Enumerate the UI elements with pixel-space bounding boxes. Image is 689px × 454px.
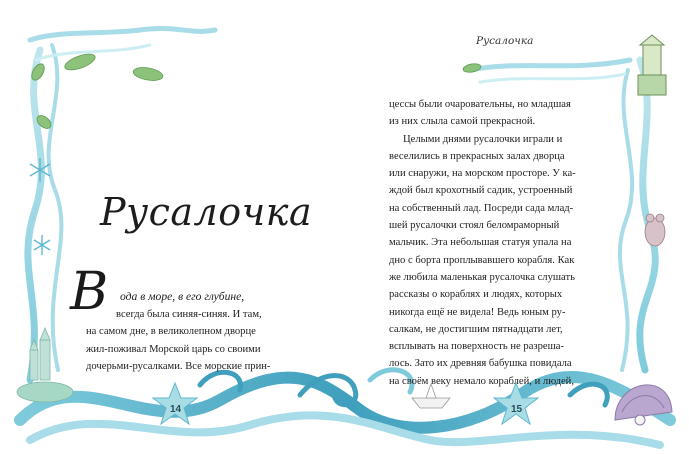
text-line: салкам, не достигшим пятнадцати лет, — [389, 323, 563, 335]
text-line: дочерьми-русалками. Все морские прин- — [86, 361, 271, 373]
text-line: на собственный лад. Посреди сада млад- — [389, 202, 574, 214]
text-line: всегда была синяя-синяя. И там, — [116, 308, 262, 320]
running-header-title: Русалочка — [476, 35, 534, 47]
drop-cap-letter: В — [70, 262, 109, 322]
text-line: шей русалочки стоял беломраморный — [389, 220, 560, 232]
text-line: Целыми днями русалочки играли и — [403, 133, 563, 145]
text-line: никогда ещё не видела! Ведь юным ру- — [389, 306, 566, 318]
text-line: дно с борта проплывавшего корабля. Как — [389, 254, 575, 266]
text-line: мальчик. Эта небольшая статуя упала на — [389, 237, 572, 249]
page-number-right: 15 — [511, 404, 523, 415]
text-line: или снаружи, на морском просторе. У ка- — [389, 168, 576, 180]
chapter-title: Русалочка — [100, 190, 313, 234]
text-line: веселились в прекрасных залах дворца — [389, 150, 565, 162]
mouse-icon — [645, 214, 665, 246]
right-page-text — [389, 96, 611, 390]
text-line: на самом дне, в великолепном дворце — [86, 326, 256, 338]
text-line: жил-поживал Морской царь со своими — [86, 343, 261, 355]
castle-icon — [17, 328, 73, 402]
text-line: рассказы о кораблях и людях, которых — [389, 289, 563, 301]
page-number-left: 14 — [170, 404, 182, 415]
left-page-text — [86, 288, 296, 376]
text-line: лось. Зато их древняя бабушка повидала — [389, 358, 572, 370]
text-line: ода в море, в его глубине, — [120, 290, 245, 303]
text-line: же любила маленькая русалочка слушать — [389, 271, 575, 283]
text-line: ждой был крохотный садик, устроенный — [389, 185, 573, 197]
text-line: цессы были очаровательны, но младшая — [389, 99, 571, 110]
text-line: всплывать на поверхность не разреша- — [389, 341, 564, 353]
text-line: на своём веку немало кораблей, и людей, — [389, 375, 574, 387]
text-line: из них слыла самой прекрасной. — [389, 116, 536, 128]
